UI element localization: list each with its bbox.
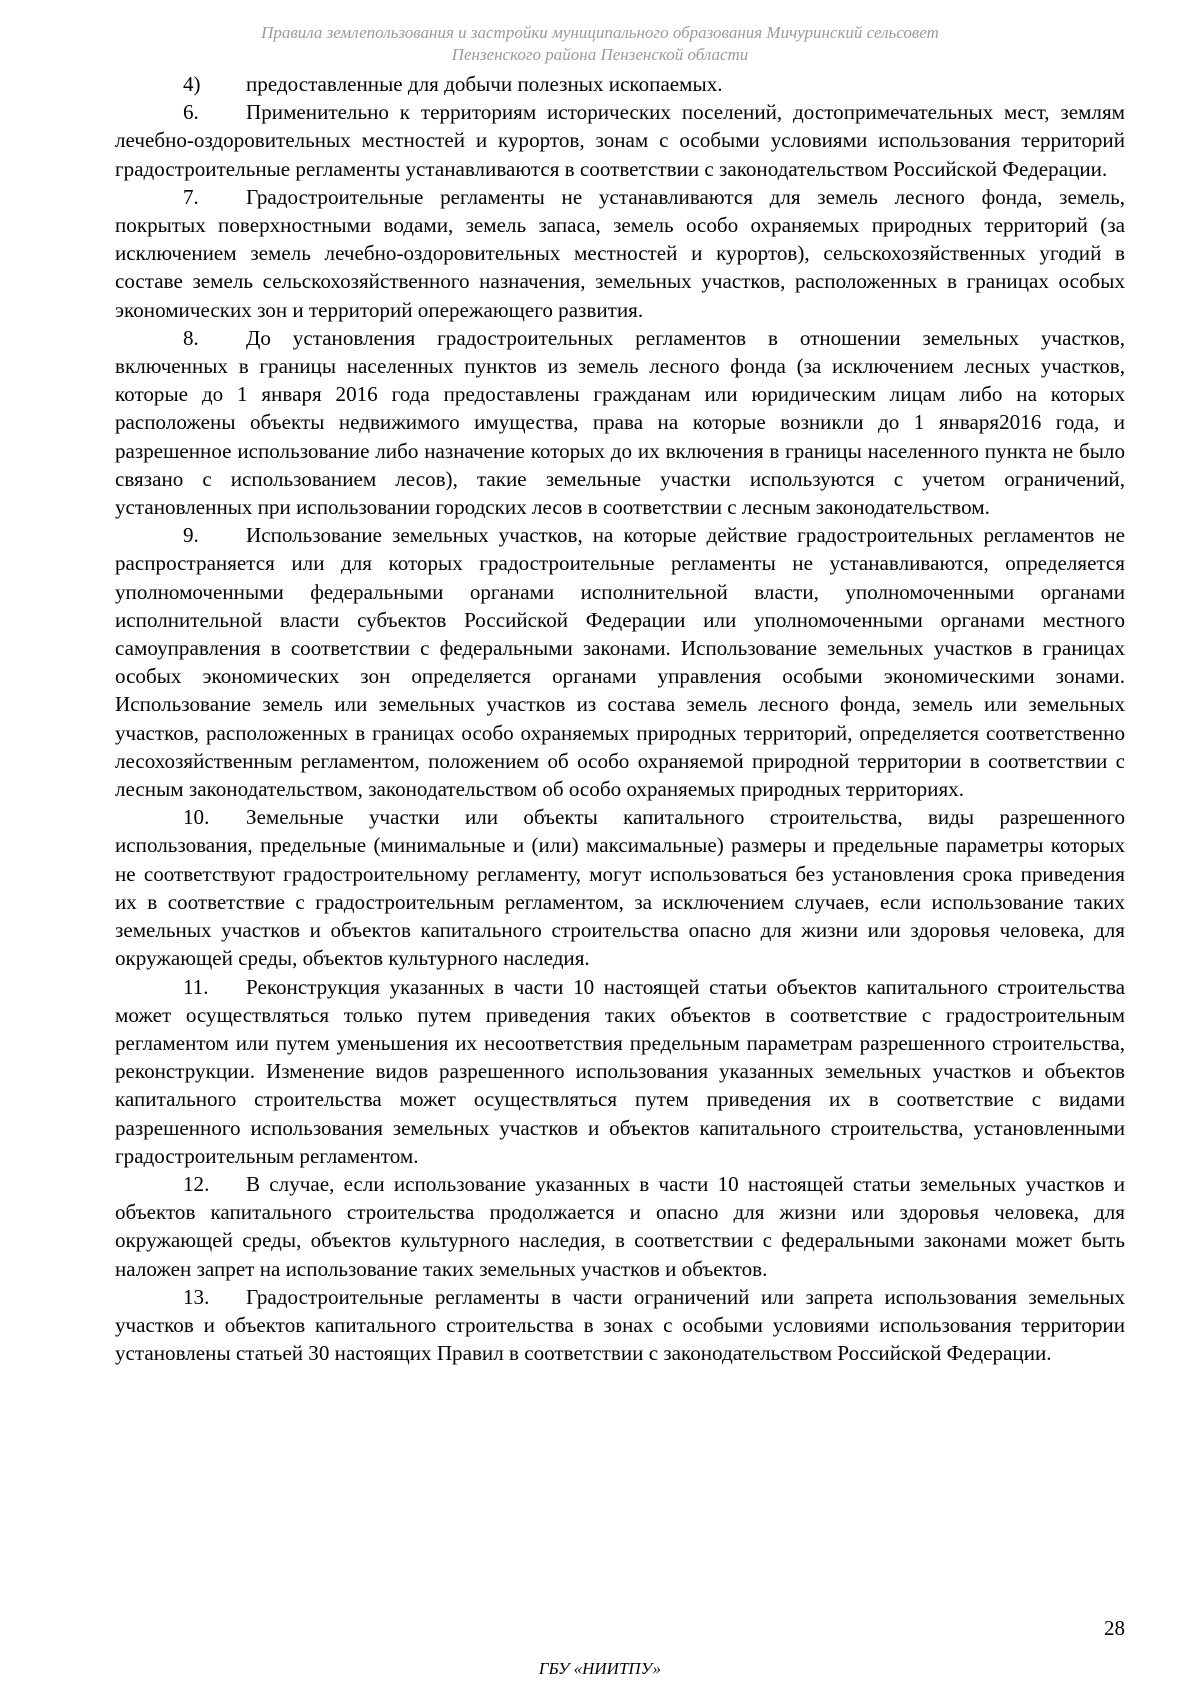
paragraph-number: 7. [183, 184, 199, 209]
page-number: 28 [1104, 1616, 1125, 1640]
paragraph-number: 8. [183, 325, 199, 350]
paragraph-number: 10. [183, 805, 210, 830]
header-line-2: Пензенского района Пензенской области [451, 45, 749, 64]
paragraph-number: 13. [183, 1284, 210, 1309]
paragraph-text: До установления градостроительных регламентов в отношении земельных участков, включенных в границы населенных пунктов из земель лесного фонда (за исключением лесных участков, которые до 1 января 2016 года предоставлены гражданам или юридическим лицам либо на которых расположены объекты недвижимого имущества, права на которые возникли до 1 января2016 года, и разрешенное использование либо назначение которых до их включения в границы населенного пункта не было связано с использованием лесов), такие земельные участки используются с учетом ограничений, установленных при использовании городских лесов в соответствии с лесным законодательством. [115, 325, 1125, 520]
paragraph-6 [115, 98, 1125, 183]
paragraph-number: 4) [183, 72, 201, 96]
paragraph-text: предоставленные для добычи полезных ископаемых. [246, 72, 723, 96]
paragraph-13 [115, 1283, 1125, 1368]
paragraph-number: 6. [183, 100, 199, 125]
paragraph-4 [115, 70, 1125, 98]
paragraph-10 [115, 803, 1125, 972]
paragraph-9 [115, 521, 1125, 803]
paragraph-12 [115, 1170, 1125, 1283]
paragraph-number: 11. [183, 974, 209, 999]
paragraph-text: Градостроительные регламенты в части ограничений или запрета использования земельных участков и объектов капитального строительства в зонах с особыми условиями использования территории установлены статьей 30 настоящих Правил в соответствии с законодательством Российской Федерации. [115, 1284, 1125, 1366]
running-footer: ГБУ «НИИТПУ» [538, 1659, 662, 1678]
paragraph-text: Применительно к территориям исторических поселений, достопримечательных мест, землям лечебно-оздоровительных местностей и курортов, зонам с особыми условиями использования территорий градостроительные регламенты устанавливаются в соответствии с законодательством Российской Федерации. [115, 100, 1125, 181]
paragraph-text: Использование земельных участков, на которые действие градостроительных регламентов не распространяется или для которых градостроительные регламенты не устанавливаются, определяется уполномоченными федеральными органами исполнительной власти, уполномоченными органами исполнительной власти субъектов Российской Федерации или уполномоченными органами местного самоуправления в соответствии с федеральными законами. Использование земельных участков в границах особых экономических зон определяется органами управления особыми экономическими зонами. Использование земель или земельных участков из состава земель лесного фонда, земель или земельных участков, расположенных в границах особо охраняемых природных территорий, определяется соответственно лесохозяйственным регламентом, положением об особо охраняемой природной территории в соответствии с лесным законодательством, законодательством об особо охраняемых природных территориях. [115, 523, 1125, 802]
document-body [115, 70, 1125, 1367]
paragraph-11 [115, 973, 1125, 1170]
paragraph-text: Земельные участки или объекты капитального строительства, виды разрешенного использования, предельные (минимальные и (или) максимальные) размеры и предельные параметры которых не соответствуют градостроительному регламенту, могут использоваться без установления срока приведения их в соответствие с градостроительным регламентом, за исключением случаев, если использование таких земельных участков и объектов капитального строительства опасно для жизни или здоровья человека, для окружающей среды, объектов культурного наследия. [115, 805, 1125, 971]
paragraph-number: 12. [183, 1171, 210, 1196]
paragraph-text: В случае, если использование указанных в части 10 настоящей статьи земельных участков и объектов капитального строительства продолжается и опасно для жизни или здоровья человека, для окружающей среды, объектов культурного наследия, в соответствии с федеральными законами может быть наложен запрет на использование таких земельных участков и объектов. [115, 1171, 1125, 1281]
paragraph-7 [115, 183, 1125, 324]
header-line-1: Правила землепользования и застройки муниципального образования Мичуринский сельсовет [261, 23, 939, 42]
running-header [0, 22, 1200, 66]
paragraph-text: Реконструкция указанных в части 10 настоящей статьи объектов капитального строительства может осуществляться только путем приведения таких объектов в соответствие с градостроительным регламентом или путем уменьшения их несоответствия предельным параметрам разрешенного строительства, реконструкции. Изменение видов разрешенного использования указанных земельных участков и объектов капитального строительства может осуществляться путем приведения их в соответствие с видами разрешенного использования земельных участков и объектов капитального строительства, установленными градостроительным регламентом. [115, 974, 1125, 1168]
paragraph-8 [115, 324, 1125, 521]
paragraph-text: Градостроительные регламенты не устанавливаются для земель лесного фонда, земель, покрытых поверхностными водами, земель запаса, земель особо охраняемых природных территорий (за исключением земель лечебно-оздоровительных местностей и курортов), сельскохозяйственных угодий в составе земель сельскохозяйственного назначения, земельных участков, расположенных в границах особых экономических зон и территорий опережающего развития. [115, 184, 1125, 322]
paragraph-number: 9. [183, 523, 199, 548]
